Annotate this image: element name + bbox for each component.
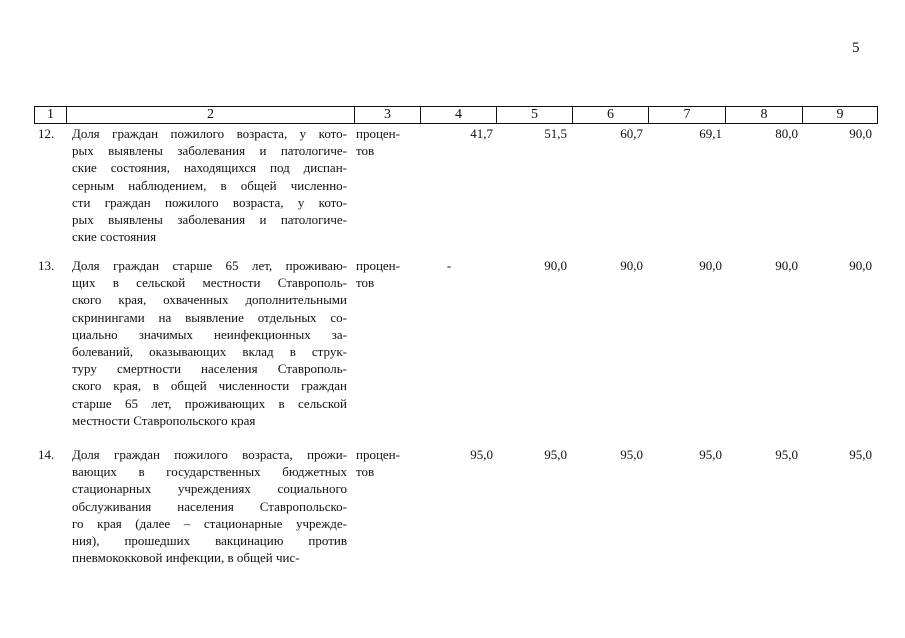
indicator-name-line: старше 65 лет, проживающих в сельской: [72, 395, 347, 411]
indicator-name-line: Доля граждан пожилого возраста, прожи-: [72, 447, 347, 462]
value-col-4: 41,7: [470, 126, 493, 141]
column-number-header: [34, 106, 878, 124]
indicator-name-line: циально значимых неинфекционных за-: [72, 326, 347, 342]
value-col-4: -: [446, 258, 452, 273]
value-col-9: 90,0: [849, 126, 872, 141]
page-number: 5: [852, 40, 860, 56]
value-col-6: 90,0: [620, 258, 643, 273]
unit-line: процен-: [356, 126, 400, 141]
value-col-8: 80,0: [775, 126, 798, 141]
row-number: 14.: [38, 447, 55, 462]
header-col-9: 9: [803, 107, 878, 124]
row-number: 12.: [38, 126, 55, 141]
value-col-5: 90,0: [544, 258, 567, 273]
unit-line: тов: [356, 275, 375, 291]
indicator-name-line: скринингами на выявление отдельных со-: [72, 309, 347, 325]
indicator-name: [72, 446, 347, 566]
header-row: [35, 107, 878, 124]
header-col-7: 7: [649, 107, 726, 124]
indicator-name-line: серным наблюдением, в общей численно-: [72, 177, 347, 193]
value-col-7: 90,0: [699, 258, 722, 273]
unit-of-measure: [356, 125, 416, 159]
value-col-8: 95,0: [775, 447, 798, 462]
indicator-name-line: стационарных учреждениях социального: [72, 481, 347, 497]
header-col-5: 5: [497, 107, 573, 124]
indicator-name-line: рых выявлены заболевания и патологиче-: [72, 212, 347, 228]
unit-line: тов: [356, 143, 375, 159]
value-col-7: 95,0: [699, 447, 722, 462]
value-col-8: 90,0: [775, 258, 798, 273]
indicator-name: [72, 257, 347, 429]
indicator-name-line: ские состояния, находящихся под диспан-: [72, 160, 347, 176]
unit-line: процен-: [356, 447, 400, 462]
indicator-name-line: Доля граждан старше 65 лет, проживаю-: [72, 258, 347, 273]
value-col-5: 95,0: [544, 447, 567, 462]
value-col-7: 69,1: [699, 126, 722, 141]
header-col-2: 2: [67, 107, 355, 124]
header-col-4: 4: [421, 107, 497, 124]
header-col-6: 6: [573, 107, 649, 124]
unit-line: процен-: [356, 258, 400, 273]
header-col-1: 1: [35, 107, 67, 124]
indicator-name: [72, 125, 347, 245]
indicator-name-line: ского края, охваченных дополнительными: [72, 292, 347, 308]
indicator-name-line: Доля граждан пожилого возраста, у кото-: [72, 126, 347, 141]
indicator-name-line: ского края, в общей численности граждан: [72, 378, 347, 394]
value-col-9: 90,0: [849, 258, 872, 273]
indicator-name-line: болеваний, оказывающих вклад в струк-: [72, 344, 347, 360]
unit-of-measure: [356, 446, 416, 480]
header-col-8: 8: [726, 107, 803, 124]
unit-of-measure: [356, 257, 416, 291]
value-col-5: 51,5: [544, 126, 567, 141]
indicator-name-line: туру смертности населения Ставрополь-: [72, 361, 347, 377]
indicator-name-line: местности Ставропольского края: [72, 412, 256, 428]
row-number: 13.: [38, 258, 55, 273]
indicator-name-line: рых выявлены заболевания и патологиче-: [72, 143, 347, 159]
indicator-name-line: пневмококковой инфекции, в общей чис-: [72, 550, 300, 566]
value-col-6: 60,7: [620, 126, 643, 141]
indicator-name-line: щих в сельской местности Ставрополь-: [72, 275, 347, 291]
indicator-name-line: сти граждан пожилого возраста, у кото-: [72, 194, 347, 210]
indicator-name-line: обслуживания населения Ставропольско-: [72, 498, 347, 514]
unit-line: тов: [356, 464, 375, 480]
value-col-6: 95,0: [620, 447, 643, 462]
indicator-name-line: вающих в государственных бюджетных: [72, 464, 347, 480]
indicator-name-line: го края (далее – стационарные учрежде-: [72, 515, 347, 531]
value-col-9: 95,0: [849, 447, 872, 462]
indicator-name-line: ния), прошедших вакцинацию против: [72, 533, 347, 549]
header-col-3: 3: [355, 107, 421, 124]
indicator-name-line: ские состояния: [72, 229, 157, 245]
value-col-4: 95,0: [470, 447, 493, 462]
